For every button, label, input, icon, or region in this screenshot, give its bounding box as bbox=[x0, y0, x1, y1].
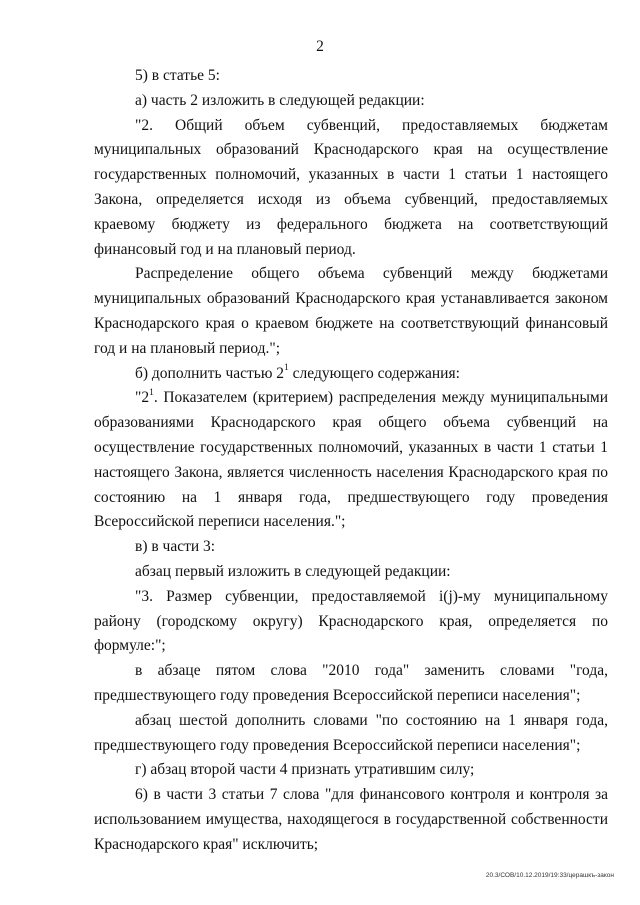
paragraph-item-5 bbox=[94, 64, 608, 89]
paragraph-subitem-b bbox=[94, 362, 608, 387]
paragraph-text: Распределение общего объема субвенций между бюджетами муниципальных образований Краснодарского края устанавливается законом Краснодарского края о краевом бюджете на соответствующий финансовый год и на плановый период."; bbox=[94, 265, 608, 357]
paragraph-text: г) абзац второй части 4 признать утратившим силу; bbox=[135, 761, 475, 779]
paragraph-text: а) часть 2 изложить в следующей редакции: bbox=[135, 91, 425, 109]
superscript: 1 bbox=[149, 388, 154, 399]
paragraph-subitem-a bbox=[94, 89, 608, 114]
page-number: 2 bbox=[316, 38, 324, 55]
paragraph-part-2-1-text bbox=[94, 386, 608, 535]
paragraph-text: в) в части 3: bbox=[135, 538, 216, 556]
paragraph-item-6 bbox=[94, 783, 608, 857]
paragraph-part-2-text bbox=[94, 114, 608, 263]
paragraph-text: 5) в статье 5: bbox=[135, 67, 220, 84]
paragraph-distribution bbox=[94, 262, 608, 361]
paragraph-sixth-abzac bbox=[94, 709, 608, 759]
superscript: 1 bbox=[284, 363, 289, 374]
paragraph-text: 6) в части 3 статьи 7 слова "для финансового контроля и контроля за использованием имущества, находящегося в государственной собственности Краснодарского края" исключить; bbox=[94, 786, 608, 853]
document-footer-code: 20.3/СОВ/10.12.2019/19:33/церашкъ-закон bbox=[485, 872, 614, 879]
paragraph-text: "2 bbox=[135, 389, 150, 407]
paragraph-part-3-text bbox=[94, 585, 608, 659]
paragraph-text: "2. Общий объем субвенций, предоставляемых бюджетам муниципальных образований Краснодарского края на осуществление государственных полномочий, указанных в части 1 статьи 1 настоящего Закона, определяется исходя из объема субвенций, предоставляемых краевому бюджету из федерального бюджета на соответствующий финансовый год и на плановый период. bbox=[94, 116, 608, 258]
paragraph-text: в абзаце пятом слова "2010 года" заменить словами "года, предшествующего году проведения Всероссийской переписи населения"; bbox=[94, 662, 608, 704]
paragraph-text: б) дополнить частью 2 bbox=[135, 364, 285, 382]
paragraph-text: абзац первый изложить в следующей редакции: bbox=[135, 562, 451, 580]
paragraph-subitem-v bbox=[94, 535, 608, 560]
paragraph-subitem-g bbox=[94, 758, 608, 783]
paragraph-first-abzac bbox=[94, 560, 608, 585]
paragraph-text: . Показателем (критерием) распределения между муниципальными образованиями Краснодарского края общего объема субвенций на осуществление государственных полномочий, указанных в части 1 статьи 1 настоящего Закона, является численность населения Краснодарского края по состоянию на 1 января года, предшествующего году проведения Всероссийской переписи населения."; bbox=[94, 389, 608, 531]
document-body bbox=[94, 64, 608, 858]
paragraph-fifth-abzac bbox=[94, 659, 608, 709]
paragraph-text: "3. Размер субвенции, предоставляемой i(j)-му муниципальному району (городскому округу) Краснодарского края, определяется по формуле:"; bbox=[94, 587, 608, 655]
paragraph-text: абзац шестой дополнить словами "по состоянию на 1 января года, предшествующего году проведения Всероссийской переписи населения"; bbox=[94, 711, 608, 754]
paragraph-text: следующего содержания: bbox=[288, 364, 460, 382]
